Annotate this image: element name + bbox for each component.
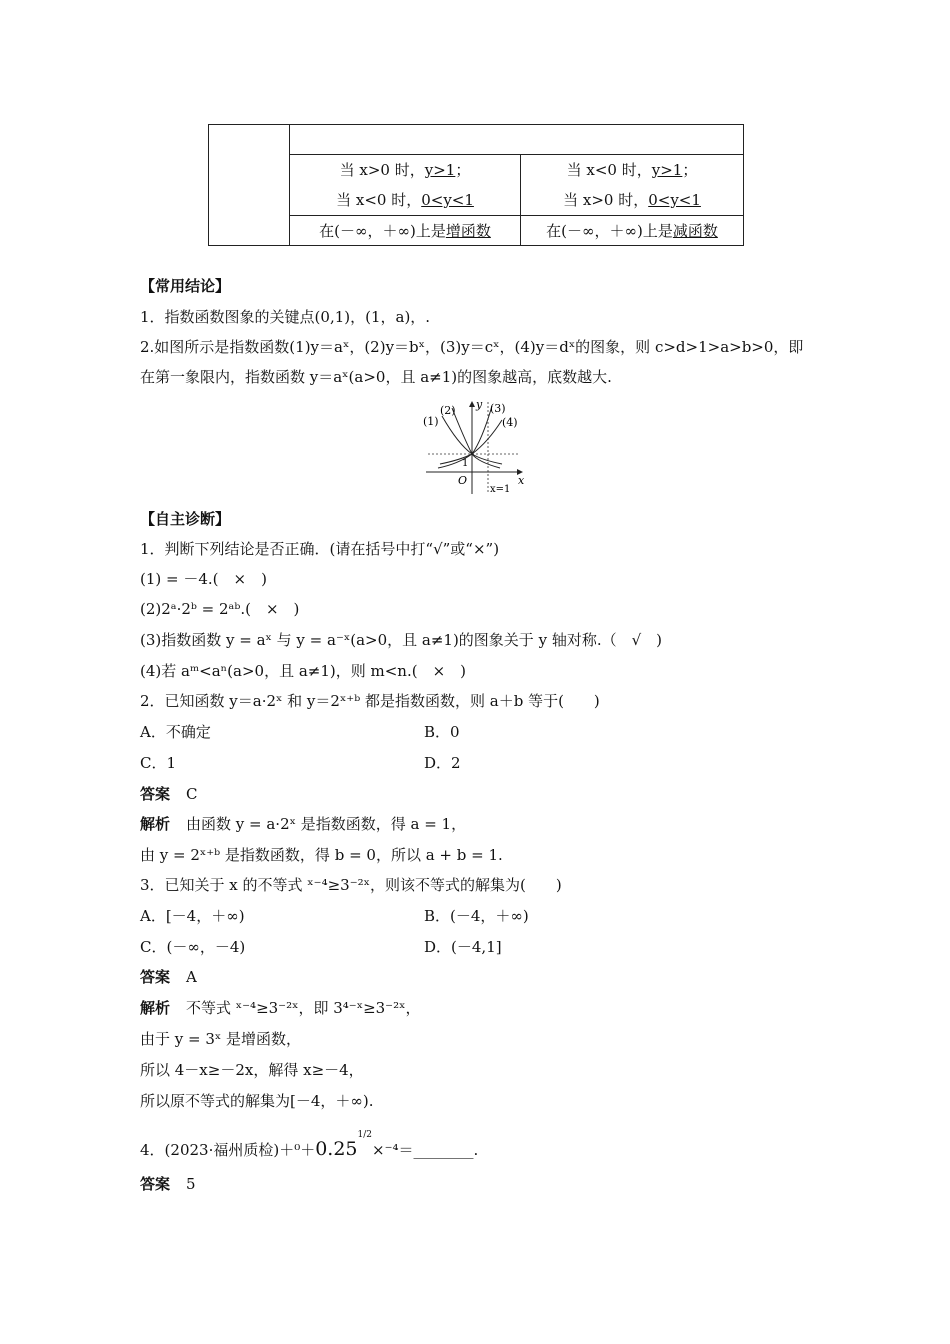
q3-analysis-3: 所以 4－x≥－2x，解得 x≥－4， (140, 1061, 364, 1079)
q2-option-b: B．0 (424, 723, 460, 741)
table-range-line: 当 x<0 时，0<y<1 (336, 191, 474, 209)
q2-analysis-1: 解析 由函数 y = a·2ˣ 是指数函数，得 a = 1， (140, 815, 467, 833)
conclusion-item-2-line-1: 2.如图所示是指数函数(1)y＝aˣ，(2)y＝bˣ，(3)y＝cˣ，(4)y＝dˣ的图象，则 c>d>1>a>b>0，即 (140, 338, 804, 356)
q1-statement-1: (1) = －4.( × ) (140, 570, 267, 588)
q2-analysis-2: 由 y = 2ˣ⁺ᵇ 是指数函数，得 b = 0，所以 a + b = 1. (140, 846, 503, 864)
q2-option-a: A．不确定 (140, 723, 211, 741)
q3-analysis-2: 由于 y = 3ˣ 是增函数， (140, 1030, 302, 1048)
curve-2-label: (2) (440, 404, 456, 417)
exponential-properties-table (208, 124, 744, 246)
x-eq-1-label: x=1 (490, 484, 511, 495)
q3-option-c: C．(－∞，－4) (140, 938, 246, 956)
table-range-line: 当 x>0 时，0<y<1 (563, 191, 701, 209)
origin-label: O (458, 474, 468, 487)
q1-stem: 1．判断下列结论是否正确．(请在括号中打“√”或“×”) (140, 540, 500, 558)
q3-analysis-4: 所以原不等式的解集为[－4，＋∞). (140, 1092, 374, 1110)
conclusion-item-1: 1．指数函数图象的关键点(0,1)，(1，a)，. (140, 308, 431, 326)
conclusions-heading: 【常用结论】 (140, 277, 231, 295)
q3-option-b: B．(－4，＋∞) (424, 907, 529, 925)
q2-answer: 答案 C (140, 785, 198, 803)
table-range-line: 当 x<0 时，y>1； (566, 161, 698, 179)
q4-answer: 答案 5 (140, 1175, 196, 1193)
table-top-blank-cell (290, 125, 744, 155)
y-axis-label: y (476, 398, 483, 411)
table-range-cell-increasing (290, 155, 521, 216)
diagnosis-heading: 【自主诊断】 (140, 510, 231, 528)
table-monotonic-decreasing: 在(－∞，＋∞)上是减函数 (521, 216, 744, 246)
q1-statement-4: (4)若 aᵐ<aⁿ(a>0，且 a≠1)，则 m<n.( × ) (140, 662, 467, 680)
q3-answer: 答案 A (140, 968, 197, 986)
table-range-cell-decreasing (521, 155, 744, 216)
table-range-line: 当 x>0 时，y>1； (339, 161, 471, 179)
table-monotonic-increasing: 在(－∞，＋∞)上是增函数 (290, 216, 521, 246)
curve-4 (440, 420, 502, 464)
table-left-blank-cell (209, 125, 290, 246)
curve-3-label: (3) (490, 402, 506, 415)
q1-statement-2: (2)2ᵃ·2ᵇ = 2ᵃᵇ.( × ) (140, 600, 300, 618)
x-axis-label: x (518, 474, 525, 487)
q2-stem: 2．已知函数 y＝a·2ˣ 和 y＝2ˣ⁺ᵇ 都是指数函数，则 a＋b 等于( ) (140, 692, 600, 710)
curve-4-label: (4) (502, 416, 518, 429)
q3-option-a: A．[－4，＋∞) (140, 907, 245, 925)
q4-stem: 4．(2023·福州质检)$+^0+0.25^{1/2}\times^{-4}=\_\_\_\_\_\_\_\_$. (140, 1130, 479, 1160)
q2-option-d: D．2 (424, 754, 461, 772)
exponential-graphs-figure (418, 398, 534, 496)
q3-stem: 3．已知关于 x 的不等式 ˣ⁻⁴≥3⁻²ˣ，则该不等式的解集为( ) (140, 876, 562, 894)
curve-1-label: (1) (423, 415, 439, 428)
q3-analysis-1: 解析 不等式 ˣ⁻⁴≥3⁻²ˣ，即 3⁴⁻ˣ≥3⁻²ˣ， (140, 999, 421, 1017)
q1-statement-3: (3)指数函数 y = aˣ 与 y = a⁻ˣ(a>0，且 a≠1)的图象关于 y 轴对称.（ √ ) (140, 631, 662, 649)
q3-option-d: D．(－4,1] (424, 938, 502, 956)
q2-option-c: C．1 (140, 754, 177, 772)
one-label: 1 (462, 458, 469, 469)
conclusion-item-2-line-2: 在第一象限内，指数函数 y＝aˣ(a>0，且 a≠1)的图象越高，底数越大. (140, 368, 612, 386)
